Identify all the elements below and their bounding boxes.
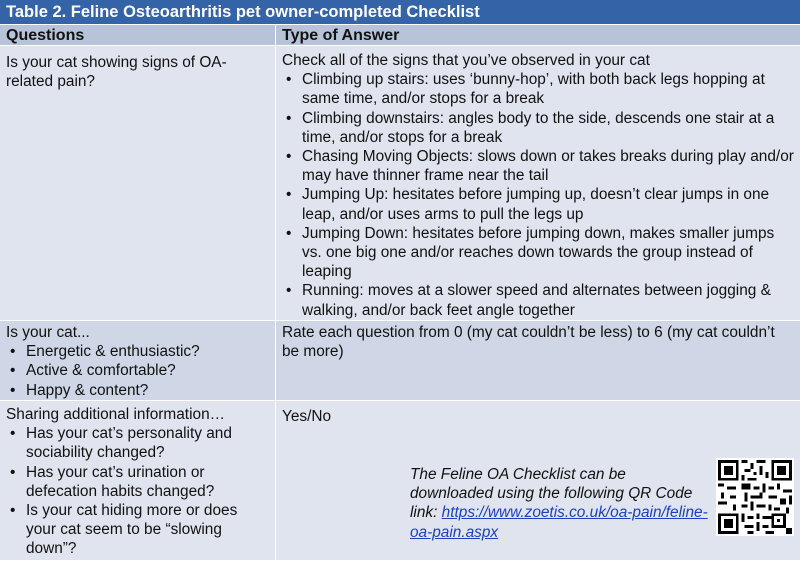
download-link[interactable]: https://www.zoetis.co.uk/oa-pain/feline-oa-pain.aspx [410, 504, 708, 541]
list-item: • Climbing up stairs: uses ‘bunny-hop’, with both back legs hopping at same time, and/or stops for a break [282, 70, 794, 108]
table-title: Table 2. Feline Osteoarthritis pet owner-completed Checklist [0, 0, 800, 25]
list-item: • Climbing downstairs: angles body to the side, descends one stair at a time, and/or stops for a break [282, 109, 794, 147]
qr-code-icon [716, 458, 794, 536]
header-questions: Questions [0, 25, 276, 46]
list-item: • Jumping Down: hesitates before jumping down, makes smaller jumps vs. one big one and/or reaches down towards the group instead of leaping [282, 224, 794, 282]
download-note-text: The Feline OA Checklist can be downloaded using the following QR Code link: [410, 466, 693, 522]
list-item: • Jumping Up: hesitates before jumping up, doesn’t clear jumps in one leap, and/or uses arms to pull the legs up [282, 185, 794, 223]
list-item: • Has your cat’s personality and sociability changed? [6, 424, 271, 462]
row2-question-list [6, 342, 271, 400]
download-note [410, 465, 710, 542]
row3-question-intro: Sharing additional information… [6, 406, 226, 423]
list-item: • Active & comfortable? [6, 361, 271, 380]
row1-answer-intro: Check all of the signs that you’ve observed in your cat [282, 52, 650, 69]
list-item: • Happy & content? [6, 381, 271, 400]
qr-code-graphic [718, 460, 792, 534]
row1-answer [276, 46, 800, 321]
header-answer-type: Type of Answer [276, 25, 800, 46]
row1-question-line: related pain? [6, 73, 95, 91]
row2-answer: Rate each question from 0 (my cat couldn’t be less) to 6 (my cat couldn’t be more) [276, 321, 800, 401]
list-item: • Energetic & enthusiastic? [6, 342, 271, 361]
row1-question-line: Is your cat showing signs of OA- [6, 54, 227, 71]
row2-question-intro: Is your cat... [6, 324, 90, 341]
row2-question [0, 321, 276, 401]
row3-answer-text: Yes/No [282, 408, 332, 425]
list-item: • Chasing Moving Objects: slows down or takes breaks during play and/or may have thinner frame near the tail [282, 147, 794, 185]
list-item: • Running: moves at a slower speed and alternates between jogging & walking, and/or back feet angle together [282, 281, 794, 319]
row1-answer-list [282, 70, 794, 320]
list-item: • Has your cat’s urination or defecation habits changed? [6, 463, 271, 501]
list-item: • Is your cat hiding more or does your cat seem to be “slowing down”? [6, 501, 271, 559]
row1-question [0, 46, 276, 321]
row3-question [0, 401, 276, 561]
row3-question-list [6, 424, 271, 558]
